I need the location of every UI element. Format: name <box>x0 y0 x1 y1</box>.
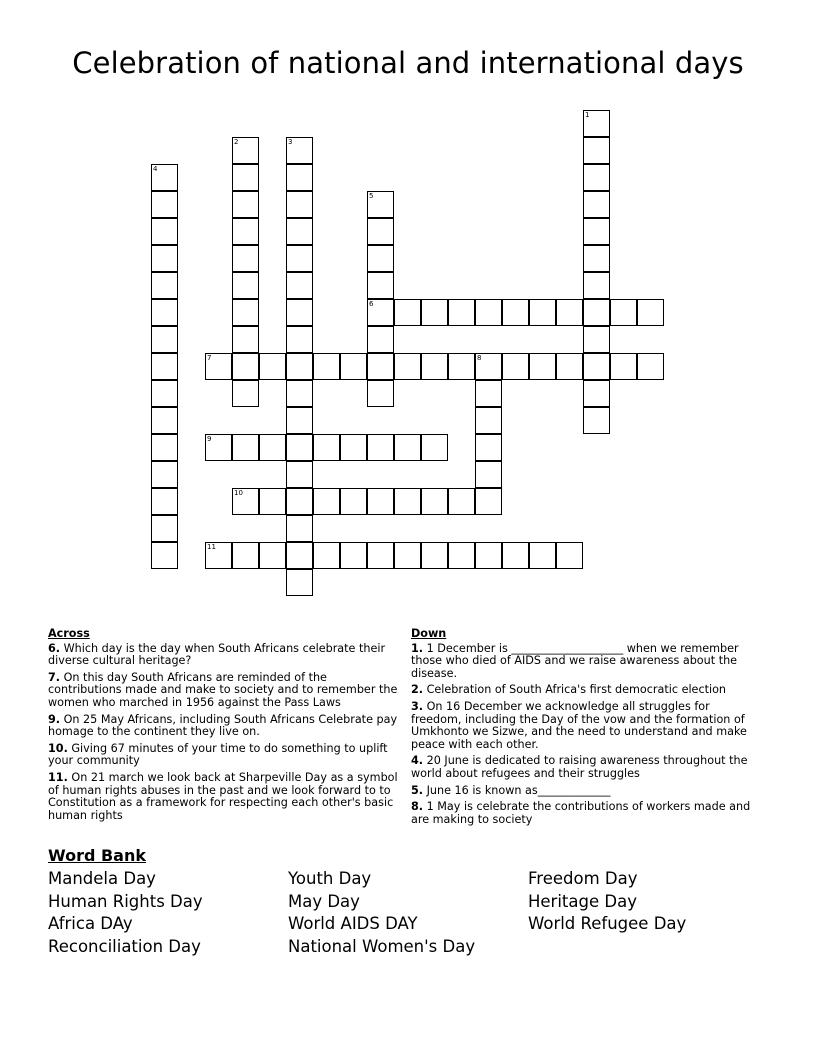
cell-number: 5 <box>369 192 374 200</box>
word-bank-item: Reconciliation Day <box>48 936 201 956</box>
crossword-cell[interactable] <box>529 299 556 326</box>
clue-text: 1 May is celebrate the contributions of workers made and are making to society <box>411 800 751 826</box>
crossword-cell[interactable] <box>232 326 259 353</box>
crossword-cell[interactable] <box>151 218 178 245</box>
crossword-cell[interactable] <box>529 353 556 380</box>
crossword-cell[interactable] <box>340 353 367 380</box>
crossword-cell[interactable] <box>151 461 178 488</box>
crossword-cell[interactable] <box>394 434 421 461</box>
crossword-cell[interactable] <box>394 299 421 326</box>
crossword-cell[interactable] <box>151 326 178 353</box>
crossword-cell[interactable] <box>367 353 394 380</box>
word-bank-item: Mandela Day <box>48 869 156 888</box>
clue-number: 4. <box>411 754 424 768</box>
clue-text: On 25 May Africans, including South Africans Celebrate pay homage to the continent they live on. <box>48 712 398 739</box>
crossword-cell[interactable] <box>340 434 367 461</box>
crossword-cell[interactable] <box>367 299 394 326</box>
crossword-cell[interactable] <box>367 245 394 272</box>
clue-text: Giving 67 minutes of your time to do something to uplift your community <box>48 741 388 768</box>
clue-text: 20 June is dedicated to raising awareness throughout the world about refugees and their struggles <box>411 754 748 780</box>
crossword-cell[interactable] <box>583 272 610 299</box>
crossword-cell[interactable] <box>232 218 259 245</box>
crossword-cell[interactable] <box>475 407 502 434</box>
crossword-cell[interactable] <box>232 353 259 380</box>
across-clues <box>48 628 398 826</box>
down-heading: Down <box>411 627 447 640</box>
crossword-cell[interactable] <box>205 542 232 569</box>
crossword-cell[interactable] <box>151 380 178 407</box>
crossword-cell[interactable] <box>448 488 475 515</box>
cell-number: 4 <box>153 165 158 173</box>
crossword-cell[interactable] <box>232 380 259 407</box>
crossword-cell[interactable] <box>286 326 313 353</box>
crossword-cell[interactable] <box>475 380 502 407</box>
crossword-cell[interactable] <box>286 137 313 164</box>
crossword-cell[interactable] <box>394 542 421 569</box>
crossword-cell[interactable] <box>583 110 610 137</box>
crossword-cell[interactable] <box>448 353 475 380</box>
crossword-cell[interactable] <box>205 353 232 380</box>
crossword-cell[interactable] <box>151 299 178 326</box>
crossword-cell[interactable] <box>367 488 394 515</box>
cell-number: 9 <box>207 435 212 443</box>
crossword-cell[interactable] <box>232 137 259 164</box>
crossword-cell[interactable] <box>637 353 664 380</box>
crossword-cell[interactable] <box>286 515 313 542</box>
cell-number: 8 <box>477 354 482 362</box>
word-bank-list <box>48 868 768 968</box>
word-bank-item: Human Rights Day <box>48 891 203 911</box>
crossword-cell[interactable] <box>151 353 178 380</box>
crossword-cell[interactable] <box>313 353 340 380</box>
crossword-cell[interactable] <box>232 191 259 218</box>
crossword-cell[interactable] <box>151 191 178 218</box>
clue-text: On this day South Africans are reminded of the contributions made and make to society and to remember the women who marched in 1956 against the Pass Laws <box>48 670 398 709</box>
clue-number: 9. <box>48 712 61 726</box>
word-bank-item: World AIDS DAY <box>288 914 418 933</box>
crossword-cell[interactable] <box>394 488 421 515</box>
crossword-cell[interactable] <box>367 542 394 569</box>
word-bank-item: Freedom Day <box>528 869 638 888</box>
crossword-cell[interactable] <box>583 164 610 191</box>
crossword-cell[interactable] <box>448 542 475 569</box>
cell-number: 11 <box>207 543 216 551</box>
crossword-cell[interactable] <box>583 326 610 353</box>
crossword-cell[interactable] <box>583 218 610 245</box>
crossword-cell[interactable] <box>610 299 637 326</box>
clue-down-1 <box>411 643 761 681</box>
crossword-cell[interactable] <box>259 488 286 515</box>
cell-number: 7 <box>207 354 212 362</box>
crossword-cell[interactable] <box>583 137 610 164</box>
crossword-cell[interactable] <box>286 191 313 218</box>
clue-number: 3. <box>411 699 424 713</box>
clue-number: 6. <box>48 641 61 655</box>
crossword-cell[interactable] <box>151 164 178 191</box>
cell-number: 3 <box>288 138 293 146</box>
crossword-cell[interactable] <box>448 299 475 326</box>
crossword-cell[interactable] <box>556 542 583 569</box>
crossword-cell[interactable] <box>583 191 610 218</box>
crossword-cell[interactable] <box>232 272 259 299</box>
crossword-cell[interactable] <box>583 380 610 407</box>
crossword-cell[interactable] <box>421 299 448 326</box>
clue-number: 7. <box>48 670 61 684</box>
clue-down-8 <box>411 801 761 826</box>
crossword-cell[interactable] <box>286 407 313 434</box>
crossword-cell[interactable] <box>286 299 313 326</box>
cell-number: 10 <box>234 489 243 497</box>
crossword-cell[interactable] <box>205 434 232 461</box>
crossword-cell[interactable] <box>313 488 340 515</box>
clue-text: On 16 December we acknowledge all struggles for freedom, including the Day of the vow and the formation of Umkhonto we Sizwe, and the need to understand and make peace with each other. <box>411 699 747 751</box>
crossword-cell[interactable] <box>583 299 610 326</box>
clue-number: 11. <box>48 770 68 784</box>
clue-down-5 <box>411 785 761 798</box>
page-title: Celebration of national and international days <box>72 46 744 80</box>
clue-text: On 21 march we look back at Sharpeville Day as a symbol of human rights abuses in the past and we look forward to to Constitution as a framework for respecting each other's basic human rights <box>48 770 398 822</box>
crossword-cell[interactable] <box>232 245 259 272</box>
crossword-cell[interactable] <box>232 164 259 191</box>
clue-number: 2. <box>411 683 424 697</box>
crossword-cell[interactable] <box>313 434 340 461</box>
crossword-cell[interactable] <box>286 245 313 272</box>
crossword-cell[interactable] <box>232 488 259 515</box>
word-bank-item: World Refugee Day <box>528 914 687 933</box>
clue-text: Which day is the day when South Africans celebrate their diverse cultural heritage? <box>48 641 386 668</box>
clue-down-3 <box>411 701 761 751</box>
clue-text: 1 December is ____________________ when we remember those who died of AIDS and we raise awareness about the disease. <box>411 641 739 680</box>
clue-number: 1. <box>411 641 424 655</box>
crossword-cell[interactable] <box>151 407 178 434</box>
crossword-cell[interactable] <box>556 353 583 380</box>
word-bank-item: National Women's Day <box>288 936 476 956</box>
crossword-cell[interactable] <box>151 515 178 542</box>
crossword-cell[interactable] <box>610 353 637 380</box>
word-bank-item: May Day <box>288 891 360 911</box>
crossword-cell[interactable] <box>367 218 394 245</box>
crossword-cell[interactable] <box>367 272 394 299</box>
down-clues <box>411 628 761 830</box>
crossword-cell[interactable] <box>502 542 529 569</box>
crossword-cell[interactable] <box>502 353 529 380</box>
crossword-cell[interactable] <box>286 461 313 488</box>
clue-across-9 <box>48 714 398 739</box>
crossword-cell[interactable] <box>286 434 313 461</box>
word-bank <box>48 846 768 968</box>
crossword-cell[interactable] <box>367 434 394 461</box>
crossword-cell[interactable] <box>151 245 178 272</box>
crossword-cell[interactable] <box>232 299 259 326</box>
crossword-cell[interactable] <box>151 434 178 461</box>
crossword-cell[interactable] <box>367 380 394 407</box>
crossword-cell[interactable] <box>367 326 394 353</box>
crossword-cell[interactable] <box>502 299 529 326</box>
crossword-cell[interactable] <box>286 569 313 596</box>
crossword-cell[interactable] <box>286 218 313 245</box>
clue-down-4 <box>411 755 761 780</box>
crossword-cell[interactable] <box>286 380 313 407</box>
crossword-cell[interactable] <box>421 542 448 569</box>
crossword-cell[interactable] <box>259 434 286 461</box>
crossword-cell[interactable] <box>232 434 259 461</box>
crossword-cell[interactable] <box>313 542 340 569</box>
clue-across-7 <box>48 672 398 710</box>
clue-number: 8. <box>411 800 424 814</box>
crossword-cell[interactable] <box>583 353 610 380</box>
word-bank-item: Africa DAy <box>48 914 133 933</box>
crossword-cell[interactable] <box>475 299 502 326</box>
clue-across-6 <box>48 643 398 668</box>
crossword-cell[interactable] <box>151 542 178 569</box>
crossword-cell[interactable] <box>637 299 664 326</box>
clue-text: June 16 is known as_____________ <box>426 783 611 797</box>
crossword-cell[interactable] <box>151 488 178 515</box>
crossword-cell[interactable] <box>475 488 502 515</box>
crossword-cell[interactable] <box>475 434 502 461</box>
crossword-cell[interactable] <box>475 461 502 488</box>
crossword-cell[interactable] <box>475 542 502 569</box>
clue-number: 5. <box>411 783 424 797</box>
clue-across-10 <box>48 743 398 768</box>
crossword-cell[interactable] <box>421 353 448 380</box>
word-bank-item: Youth Day <box>288 869 372 888</box>
clue-across-11 <box>48 772 398 822</box>
crossword-cell[interactable] <box>475 353 502 380</box>
crossword-cell[interactable] <box>286 542 313 569</box>
crossword-cell[interactable] <box>286 353 313 380</box>
crossword-cell[interactable] <box>421 488 448 515</box>
crossword-cell[interactable] <box>151 272 178 299</box>
clue-text: Celebration of South Africa's first democratic election <box>426 683 727 697</box>
crossword-cell[interactable] <box>286 164 313 191</box>
cell-number: 6 <box>369 300 374 308</box>
crossword-cell[interactable] <box>286 488 313 515</box>
crossword-cell[interactable] <box>259 353 286 380</box>
crossword-cell[interactable] <box>340 542 367 569</box>
cell-number: 2 <box>234 138 239 146</box>
crossword-cell[interactable] <box>286 272 313 299</box>
crossword-cell[interactable] <box>340 488 367 515</box>
word-bank-item: Heritage Day <box>528 891 637 911</box>
clue-down-2 <box>411 684 761 697</box>
cell-number: 1 <box>585 111 590 119</box>
word-bank-heading: Word Bank <box>48 846 147 865</box>
clue-number: 10. <box>48 741 68 755</box>
across-heading: Across <box>48 627 90 640</box>
crossword-cell[interactable] <box>259 542 286 569</box>
crossword-cell[interactable] <box>367 191 394 218</box>
crossword-cell[interactable] <box>556 299 583 326</box>
crossword-cell[interactable] <box>529 542 556 569</box>
crossword-cell[interactable] <box>583 407 610 434</box>
crossword-cell[interactable] <box>583 245 610 272</box>
crossword-cell[interactable] <box>232 542 259 569</box>
crossword-cell[interactable] <box>394 353 421 380</box>
crossword-cell[interactable] <box>421 434 448 461</box>
